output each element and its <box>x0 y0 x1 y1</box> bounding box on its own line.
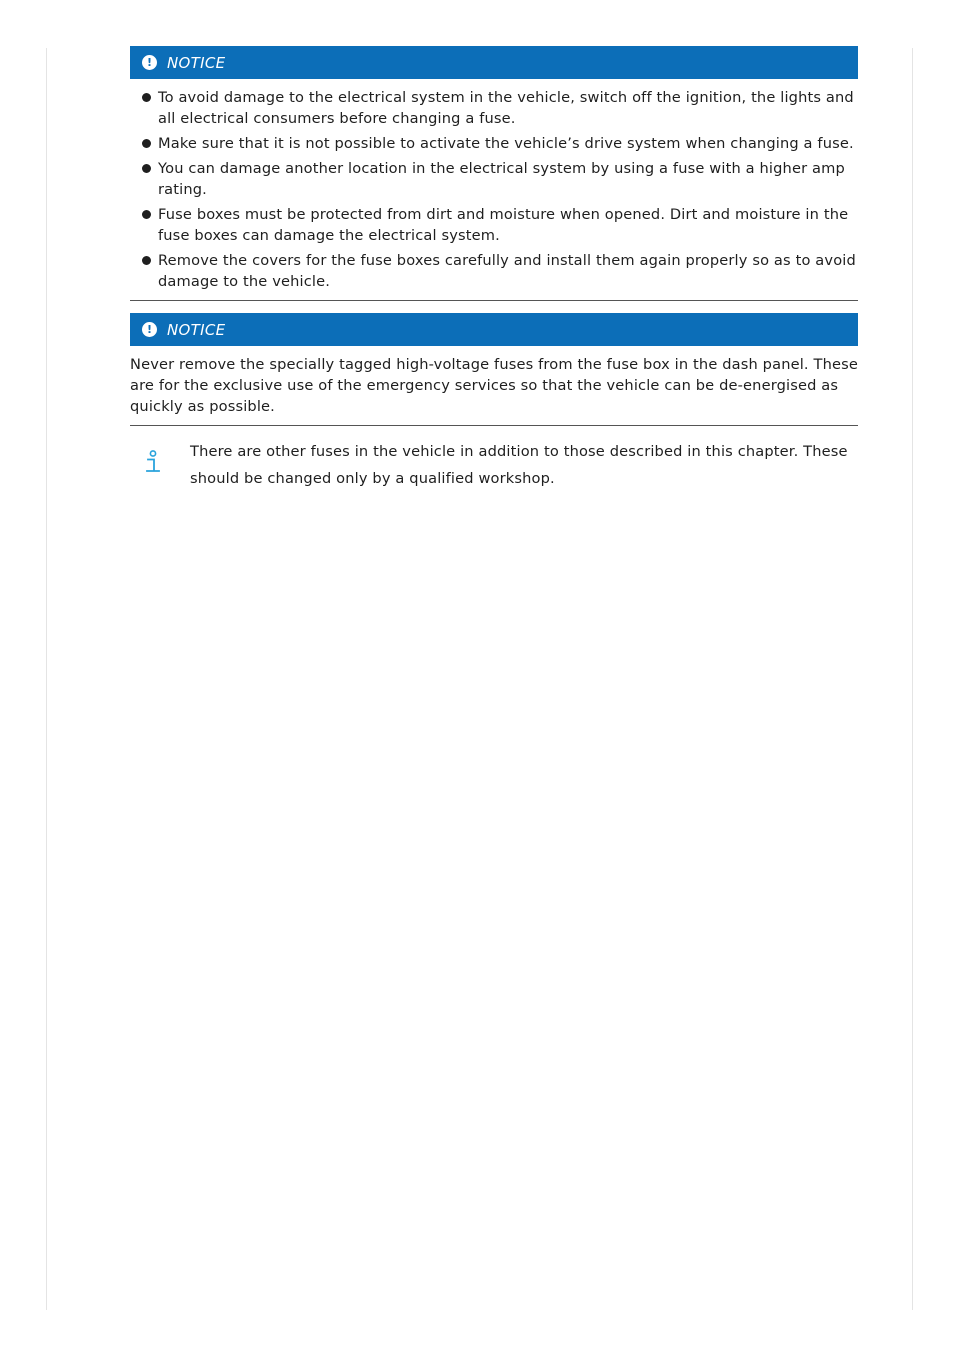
notice-title: NOTICE <box>167 53 226 72</box>
exclamation-icon: ! <box>142 55 157 70</box>
list-item: You can damage another location in the electrical system by using a fuse with a higher amp rating. <box>130 158 858 200</box>
page-content <box>130 46 858 492</box>
info-note <box>130 438 858 492</box>
list-item: Fuse boxes must be protected from dirt and moisture when opened. Dirt and moisture in the fuse boxes can damage the electrical system. <box>130 204 858 246</box>
info-text: There are other fuses in the vehicle in addition to those described in this chapter. These should be changed only by a qualified workshop. <box>190 443 848 487</box>
notice-bullet-list <box>130 79 858 301</box>
notice-header <box>130 46 858 79</box>
notice-title: NOTICE <box>167 320 226 339</box>
list-item: To avoid damage to the electrical system in the vehicle, switch off the ignition, the lights and all electrical consumers before changing a fuse. <box>130 87 858 129</box>
notice-header <box>130 313 858 346</box>
notice-box-fuse-changing <box>130 46 858 301</box>
exclamation-icon: ! <box>142 322 157 337</box>
page-border-left <box>46 48 47 1310</box>
list-item: Make sure that it is not possible to activate the vehicle’s drive system when changing a fuse. <box>130 133 858 154</box>
notice-body-text: Never remove the specially tagged high-voltage fuses from the fuse box in the dash panel. These are for the exclusive use of the emergency services so that the vehicle can be de-energised as quickly as possible. <box>130 346 858 426</box>
list-item: Remove the covers for the fuse boxes carefully and install them again properly so as to avoid damage to the vehicle. <box>130 250 858 292</box>
info-icon <box>143 450 163 474</box>
notice-box-high-voltage <box>130 313 858 426</box>
page-border-right <box>912 48 913 1310</box>
